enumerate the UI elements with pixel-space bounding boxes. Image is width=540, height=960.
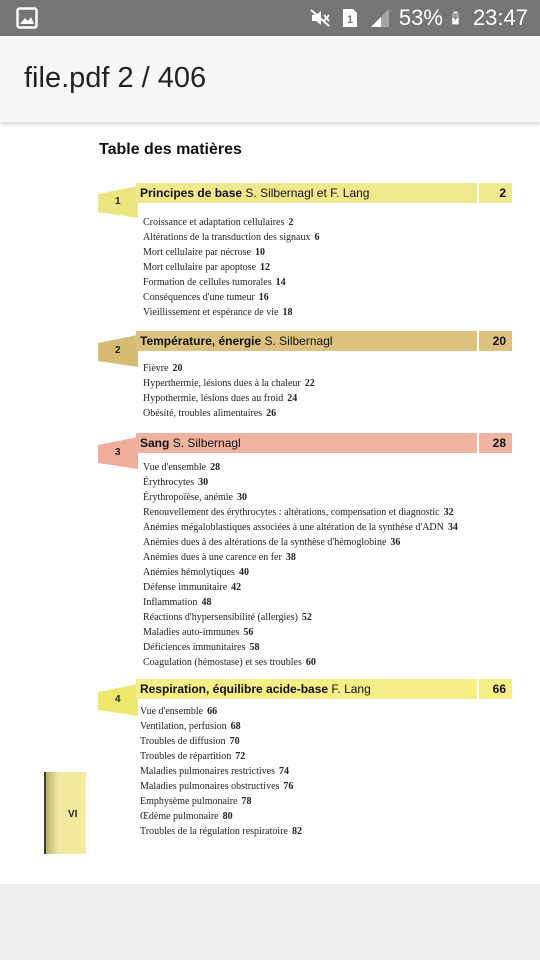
toc-entry-page: 24 [287,393,298,404]
toc-entry-text: Renouvellement des érythrocytes : altérations, compensation et diagnostic [143,507,440,518]
toc-entry-text: Mort cellulaire par nécrose [143,247,252,258]
sim-card-label: 1 [346,14,353,26]
toc-entry-page: 18 [282,307,293,318]
chapter-number: 2 [115,345,121,356]
toc-entry-page: 36 [390,537,401,548]
chapter-number: 1 [115,196,121,207]
chapter-number: 3 [115,447,121,458]
toc-entry-text: Maladies pulmonaires restrictives [140,766,275,777]
gallery-notification-icon [16,7,38,29]
toc-entry[interactable] [143,505,458,520]
toc-entry-text: Anémies mégaloblastiques associées à une altération de la synthèse d'ADN [143,522,444,533]
chapter-author: S. Silbernagl [264,334,333,348]
toc-entry-text: Inflammation [143,597,198,608]
chapter-author: S. Silbernagl et F. Lang [245,186,370,200]
toc-entry[interactable] [140,794,302,809]
toc-entry-page: 38 [285,552,296,563]
page-section-tab [44,772,86,854]
toc-entry[interactable] [140,764,302,779]
toc-entry-text: Ventilation, perfusion [140,721,227,732]
chapter-author: F. Lang [331,682,371,696]
toc-entry-text: Déficiences immunitaires [143,642,246,653]
chapter-number-tab [98,335,138,367]
toc-entry-page: 70 [229,736,240,747]
signal-icon [369,7,391,29]
document-title: file.pdf 2 / 406 [24,62,207,94]
chapter-entries [143,215,319,320]
chapter-entries [143,460,458,670]
chapter-number: 4 [115,694,121,705]
chapter-page-number: 66 [479,679,512,699]
toc-entry-page: 32 [443,507,454,518]
toc-entry-text: Emphysème pulmonaire [140,796,238,807]
toc-entry-text: Fièvre [143,363,169,374]
toc-entry-page: 74 [278,766,289,777]
toc-entry[interactable] [143,490,458,505]
toc-entry-page: 6 [314,232,320,243]
toc-entry-text: Altérations de la transduction des signaux [143,232,311,243]
toc-entry-page: 30 [236,492,247,503]
toc-entry[interactable] [143,580,458,595]
toc-entry-text: Hyperthermie, lésions dues à la chaleur [143,378,301,389]
toc-entry[interactable] [143,610,458,625]
toc-entry-page: 40 [238,567,249,578]
chapter-page-number: 20 [479,331,512,351]
toc-entry-page: 66 [207,706,218,717]
toc-entry-page: 56 [243,627,254,638]
toc-entry[interactable] [140,809,302,824]
chapter-author: S. Silbernagl [172,436,241,450]
status-bar [0,0,540,36]
toc-entry[interactable] [143,460,458,475]
toc-entry[interactable] [143,305,319,320]
toc-entry-text: Troubles de la régulation respiratoire [140,826,288,837]
toc-entry[interactable] [143,230,319,245]
chapter-number-tab [98,437,138,469]
toc-entry-page: 48 [201,597,212,608]
toc-entry-page: 14 [275,277,286,288]
section-roman-numeral: VI [68,809,78,820]
toc-entry-text: Œdème pulmonaire [140,811,219,822]
chapter-title [140,183,369,203]
toc-entry[interactable] [143,275,319,290]
chapter-title [140,679,371,699]
toc-entry[interactable] [143,520,458,535]
toc-entry-text: Troubles de répartition [140,751,232,762]
toc-entry-page: 20 [172,363,183,374]
chapter-entries [140,704,302,839]
toc-entry-page: 12 [260,262,271,273]
toc-entry-page: 52 [301,612,312,623]
toc-entry[interactable] [143,215,319,230]
chapter-title-main: Température, énergie [140,334,262,348]
clock: 23:47 [472,5,528,30]
toc-entry[interactable] [140,749,302,764]
toc-entry-text: Obésité, troubles alimentaires [143,408,263,419]
toc-entry-text: Vue d'ensemble [140,706,204,717]
toc-entry-text: Érythrocytes [143,477,195,488]
toc-entry[interactable] [140,704,302,719]
chapter-title-main: Sang [140,436,170,450]
toc-entry-text: Formation de cellules tumorales [143,277,272,288]
toc-entry-text: Mort cellulaire par apoptose [143,262,257,273]
toc-entry-page: 26 [266,408,277,419]
toc-entry-text: Croissance et adaptation cellulaires [143,217,285,228]
toc-entry-text: Maladies pulmonaires obstructives [140,781,280,792]
chapter-title [140,433,241,453]
toc-entry-text: Coagulation (hémostase) et ses troubles [143,657,302,668]
toc-entry[interactable] [143,406,315,421]
sim-card-icon [339,7,361,29]
toc-entry[interactable] [143,475,458,490]
toc-entry-page: 58 [249,642,260,653]
toc-entry[interactable] [140,719,302,734]
toc-entry-page: 68 [230,721,241,732]
toc-entry[interactable] [143,260,319,275]
toc-entry[interactable] [143,391,315,406]
toc-entry-text: Maladies auto-immunes [143,627,240,638]
app-bar [0,36,540,122]
toc-entry-page: 72 [235,751,246,762]
chapter-header[interactable] [136,183,512,203]
toc-entry-text: Troubles de diffusion [140,736,226,747]
toc-entry[interactable] [143,595,458,610]
toc-entry-text: Anémies dues à des altérations de la synthèse d'hémoglobine [143,537,387,548]
toc-entry-page: 80 [222,811,233,822]
toc-entry-text: Vieillissement et espérance de vie [143,307,279,318]
chapter-title [140,331,333,351]
toc-entry[interactable] [143,245,319,260]
toc-entry[interactable] [140,734,302,749]
toc-entry-text: Anémies dues à une carence en fer [143,552,282,563]
toc-entry-page: 60 [305,657,316,668]
toc-entry-page: 10 [255,247,266,258]
toc-entry-page: 76 [283,781,294,792]
toc-entry[interactable] [143,290,319,305]
toc-entry[interactable] [143,376,315,391]
chapter-number-tab [98,684,138,716]
battery-percentage: 53% [398,5,443,30]
toc-entry[interactable] [143,550,458,565]
toc-entry[interactable] [143,640,458,655]
toc-heading: Table des matières [99,141,242,158]
toc-entry[interactable] [140,824,302,839]
toc-entry-page: 30 [198,477,209,488]
toc-entry-page: 2 [288,217,294,228]
mute-icon [309,7,331,29]
pdf-page[interactable] [0,122,540,884]
toc-entry-text: Érythropoïèse, anémie [143,492,233,503]
chapter-number-tab [98,186,138,218]
battery-charging-icon [451,7,465,29]
toc-entry-page: 22 [304,378,315,389]
chapter-title-main: Principes de base [140,186,243,200]
toc-entry-page: 16 [258,292,269,303]
chapter-entries [143,361,315,421]
chapter-title-main: Respiration, équilibre acide-base [140,682,329,696]
toc-entry[interactable] [143,361,315,376]
toc-entry-page: 34 [447,522,458,533]
toc-entry-page: 82 [291,826,302,837]
toc-entry-page: 42 [231,582,242,593]
toc-entry-page: 28 [210,462,221,473]
chapter-page-number: 28 [479,433,512,453]
toc-entry[interactable] [140,779,302,794]
toc-entry[interactable] [143,535,458,550]
toc-entry-text: Hypothermie, lésions dues au froid [143,393,284,404]
toc-entry-text: Vue d'ensemble [143,462,207,473]
toc-entry-page: 78 [241,796,252,807]
toc-entry-text: Défense immunitaire [143,582,228,593]
toc-entry-text: Réactions d'hypersensibilité (allergies) [143,612,298,623]
toc-entry[interactable] [143,565,458,580]
toc-entry[interactable] [143,655,458,670]
toc-entry[interactable] [143,625,458,640]
chapter-header[interactable] [136,679,512,699]
toc-entry-text: Conséquences d'une tumeur [143,292,255,303]
chapter-header[interactable] [136,331,512,351]
chapter-header[interactable] [136,433,512,453]
chapter-page-number: 2 [479,183,512,203]
toc-entry-text: Anémies hémolytiques [143,567,235,578]
